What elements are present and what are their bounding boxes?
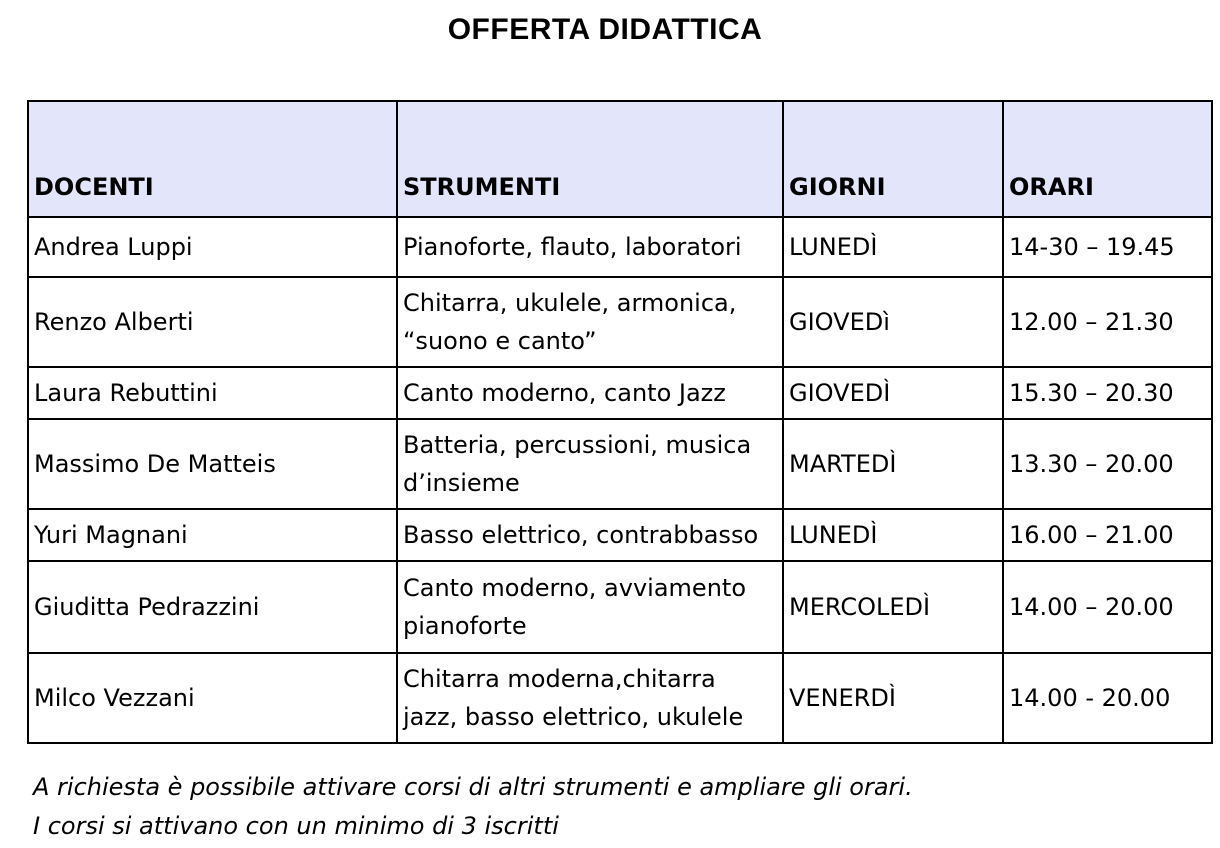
table-row — [28, 217, 1212, 277]
cell-strumenti: Chitarra, ukulele, armonica, “suono e canto” — [397, 277, 783, 367]
cell-docente: Milco Vezzani — [28, 653, 397, 743]
table-row — [28, 419, 1212, 509]
cell-orario: 14.00 – 20.00 — [1003, 561, 1212, 653]
table-row — [28, 367, 1212, 419]
cell-docente: Yuri Magnani — [28, 509, 397, 561]
header-docenti: DOCENTI — [28, 101, 397, 217]
cell-orario: 14-30 – 19.45 — [1003, 217, 1212, 277]
cell-strumenti: Canto moderno, avviamento pianoforte — [397, 561, 783, 653]
cell-docente: Laura Rebuttini — [28, 367, 397, 419]
cell-orario: 14.00 - 20.00 — [1003, 653, 1212, 743]
cell-strumenti: Batteria, percussioni, musica d’insieme — [397, 419, 783, 509]
footnotes — [33, 768, 913, 846]
footnote-line: A richiesta è possibile attivare corsi di altri strumenti e ampliare gli orari. — [33, 773, 913, 801]
cell-giorno: MARTEDÌ — [783, 419, 1003, 509]
footnote-line: I corsi si attivano con un minimo di 3 iscritti — [33, 812, 559, 840]
schedule-table — [27, 100, 1213, 744]
cell-docente: Massimo De Matteis — [28, 419, 397, 509]
cell-strumenti: Basso elettrico, contrabbasso — [397, 509, 783, 561]
cell-giorno: LUNEDÌ — [783, 217, 1003, 277]
table-header-row — [28, 101, 1212, 217]
cell-giorno: GIOVEDÌ — [783, 367, 1003, 419]
table-row — [28, 509, 1212, 561]
cell-strumenti: Canto moderno, canto Jazz — [397, 367, 783, 419]
cell-strumenti: Pianoforte, flauto, laboratori — [397, 217, 783, 277]
table-row — [28, 653, 1212, 743]
cell-orario: 16.00 – 21.00 — [1003, 509, 1212, 561]
header-giorni: GIORNI — [783, 101, 1003, 217]
cell-docente: Renzo Alberti — [28, 277, 397, 367]
header-orari: ORARI — [1003, 101, 1212, 217]
cell-giorno: VENERDÌ — [783, 653, 1003, 743]
header-strumenti: STRUMENTI — [397, 101, 783, 217]
cell-giorno: LUNEDÌ — [783, 509, 1003, 561]
table-row — [28, 561, 1212, 653]
cell-giorno: GIOVEDì — [783, 277, 1003, 367]
cell-docente: Giuditta Pedrazzini — [28, 561, 397, 653]
cell-docente: Andrea Luppi — [28, 217, 397, 277]
cell-orario: 13.30 – 20.00 — [1003, 419, 1212, 509]
table-row — [28, 277, 1212, 367]
cell-giorno: MERCOLEDÌ — [783, 561, 1003, 653]
page-title: OFFERTA DIDATTICA — [447, 13, 763, 46]
cell-orario: 12.00 – 21.30 — [1003, 277, 1212, 367]
cell-strumenti: Chitarra moderna,chitarra jazz, basso elettrico, ukulele — [397, 653, 783, 743]
cell-orario: 15.30 – 20.30 — [1003, 367, 1212, 419]
